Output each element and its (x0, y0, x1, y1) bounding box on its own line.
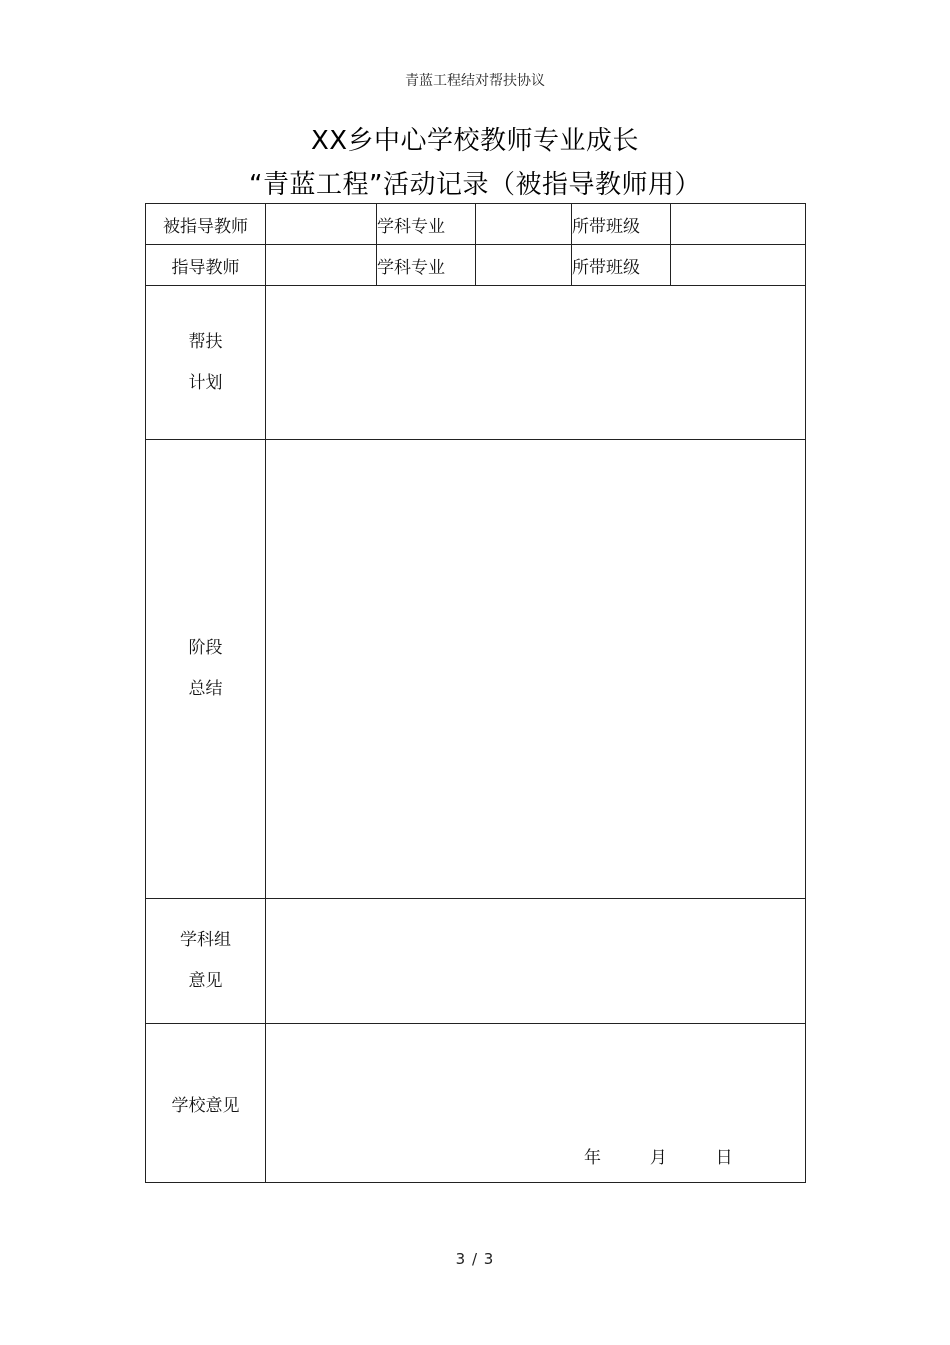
plan-label (146, 286, 266, 440)
mentee-class-label: 所带班级 (572, 204, 671, 245)
mentee-teacher-label: 被指导教师 (146, 204, 266, 245)
date-day-label: 日 (715, 1148, 733, 1168)
group-opinion-row (146, 899, 806, 1024)
summary-label (146, 440, 266, 899)
group-opinion-label-line-2: 意见 (188, 971, 223, 991)
group-opinion-field[interactable] (266, 899, 806, 1024)
date-month-label: 月 (649, 1148, 667, 1168)
plan-row (146, 286, 806, 440)
summary-row (146, 440, 806, 899)
date-year-label: 年 (584, 1148, 601, 1168)
summary-field[interactable] (266, 440, 806, 899)
mentor-class-label: 所带班级 (572, 245, 671, 286)
plan-label-line-2: 计划 (188, 372, 223, 393)
summary-label-line-1: 阶段 (188, 638, 223, 658)
plan-field[interactable] (266, 286, 806, 440)
document-title-line-1: XX乡中心学校教师专业成长 (310, 126, 640, 156)
mentor-subject-field[interactable] (476, 245, 572, 286)
mentor-subject-label: 学科专业 (377, 245, 476, 286)
mentee-class-field[interactable] (671, 204, 806, 245)
group-opinion-label-line-1: 学科组 (180, 930, 231, 950)
mentor-teacher-field[interactable] (266, 245, 377, 286)
group-opinion-label (146, 899, 266, 1024)
mentor-class-field[interactable] (671, 245, 806, 286)
school-opinion-label: 学校意见 (146, 1024, 266, 1183)
plan-label-line-1: 帮扶 (188, 331, 223, 352)
summary-label-line-2: 总结 (188, 679, 223, 699)
mentee-info-row (146, 204, 806, 245)
mentee-subject-field[interactable] (476, 204, 572, 245)
signature-date (584, 1143, 733, 1168)
mentee-teacher-field[interactable] (266, 204, 377, 245)
document-title-line-2: “青蓝工程”活动记录（被指导教师用） (249, 170, 701, 200)
mentee-subject-label: 学科专业 (377, 204, 476, 245)
mentor-teacher-label: 指导教师 (146, 245, 266, 286)
page-number: 3 / 3 (455, 1250, 495, 1268)
activity-record-table (145, 203, 806, 1183)
mentor-info-row (146, 245, 806, 286)
running-header: 青蓝工程结对帮扶协议 (405, 73, 545, 89)
